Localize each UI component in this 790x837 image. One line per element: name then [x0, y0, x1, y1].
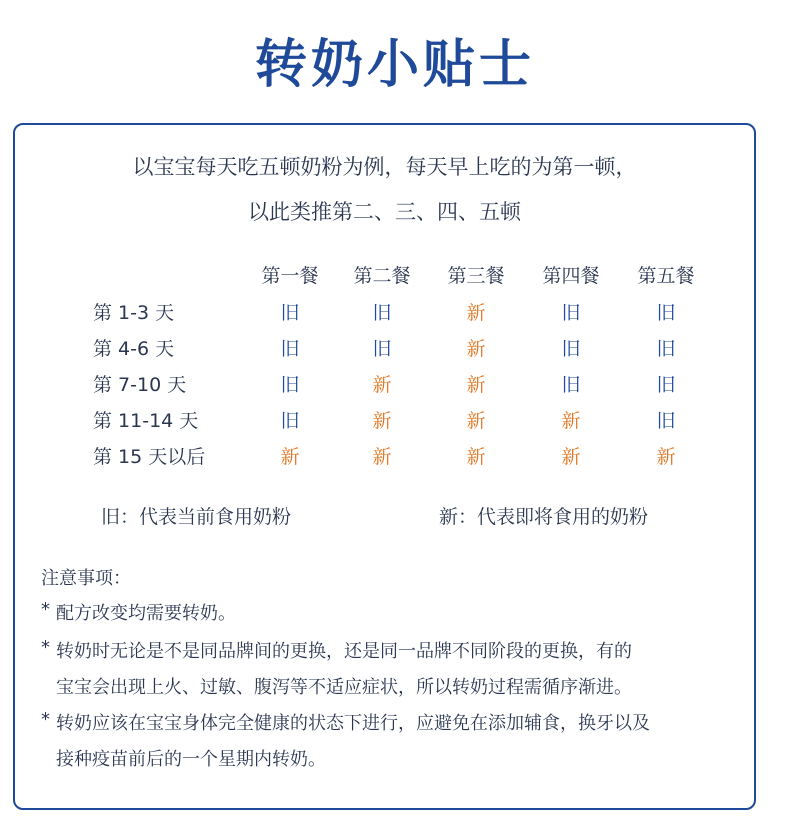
note-text: 转奶时无论是不是同品牌间的更换，还是同一品牌不同阶段的更换，有的	[56, 641, 632, 662]
table-cell: 新	[466, 446, 486, 468]
table-cell: 新	[466, 374, 486, 396]
table-cell: 新	[466, 338, 486, 360]
row-label: 第 11-14 天	[93, 410, 199, 432]
page-title: 转奶小贴士	[254, 35, 535, 95]
column-header: 第一餐	[261, 265, 319, 287]
table-cell: 新	[466, 302, 486, 324]
intro-line-1: 以宝宝每天吃五顿奶粉为例，每天早上吃的为第一顿，	[132, 155, 637, 179]
note-bullet: *	[41, 709, 50, 730]
table-cell: 新	[372, 374, 392, 396]
table-cell: 新	[561, 410, 581, 432]
note-text: 配方改变均需要转奶。	[56, 603, 236, 624]
legend-old: 旧：代表当前食用奶粉	[101, 506, 292, 528]
note-text: 宝宝会出现上火、过敏、腹泻等不适应症状，所以转奶过程需循序渐进。	[56, 677, 632, 698]
table-cell: 旧	[280, 410, 300, 432]
table-cell: 旧	[372, 302, 392, 324]
note-text: 转奶应该在宝宝身体完全健康的状态下进行，应避免在添加辅食，换牙以及	[56, 713, 650, 734]
column-header: 第二餐	[353, 265, 411, 287]
row-label: 第 7-10 天	[93, 374, 187, 396]
table-cell: 新	[280, 446, 300, 468]
table-cell: 新	[656, 446, 676, 468]
note-bullet: *	[41, 599, 50, 620]
table-cell: 旧	[656, 302, 676, 324]
table-cell: 旧	[561, 338, 581, 360]
table-cell: 旧	[561, 302, 581, 324]
column-header: 第四餐	[542, 265, 600, 287]
table-cell: 旧	[280, 374, 300, 396]
note-bullet: *	[41, 637, 50, 658]
table-cell: 旧	[372, 338, 392, 360]
table-cell: 新	[561, 446, 581, 468]
legend-new: 新：代表即将食用的奶粉	[439, 506, 649, 528]
note-text: 接种疫苗前后的一个星期内转奶。	[56, 749, 326, 770]
tips-card	[13, 123, 756, 810]
column-header: 第五餐	[637, 265, 695, 287]
table-cell: 旧	[561, 374, 581, 396]
notes-title: 注意事项：	[41, 568, 131, 589]
table-cell: 旧	[656, 374, 676, 396]
table-cell: 旧	[280, 338, 300, 360]
row-label: 第 1-3 天	[93, 302, 175, 324]
intro-line-2: 以此类推第二、三、四、五顿	[248, 200, 521, 224]
table-cell: 旧	[280, 302, 300, 324]
table-cell: 旧	[656, 338, 676, 360]
row-label: 第 15 天以后	[93, 446, 206, 468]
row-label: 第 4-6 天	[93, 338, 175, 360]
table-cell: 新	[466, 410, 486, 432]
table-cell: 新	[372, 410, 392, 432]
table-cell: 新	[372, 446, 392, 468]
table-cell: 旧	[656, 410, 676, 432]
column-header: 第三餐	[447, 265, 505, 287]
